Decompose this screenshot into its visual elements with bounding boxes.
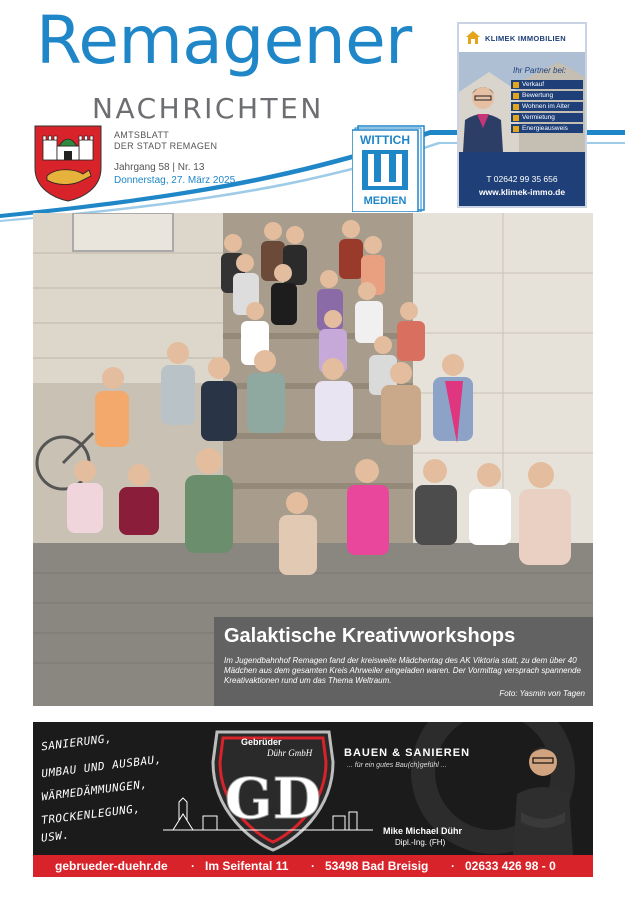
publisher-name-top: WITTICH xyxy=(360,133,410,147)
cover-headline: Galaktische Kreativworkshops xyxy=(224,625,516,647)
wittich-medien-logo xyxy=(352,124,426,212)
newspaper-subtitle: NACHRICHTEN xyxy=(92,92,324,125)
separator-dot: · xyxy=(191,859,195,873)
town-crest-icon xyxy=(33,124,103,202)
duehr-contact-name: Mike Michael Dühr xyxy=(383,826,463,836)
klimek-immobilien-ad[interactable] xyxy=(457,22,587,208)
issue-date: Donnerstag, 27. März 2025 xyxy=(114,175,236,186)
duehr-service-1: SANIERUNG, xyxy=(40,731,113,754)
klimek-service-list xyxy=(511,80,583,135)
duehr-contact-bar xyxy=(33,855,593,877)
separator-dot: · xyxy=(451,859,455,873)
duehr-brand-line1: Gebrüder xyxy=(241,737,282,747)
newspaper-title: Remagener xyxy=(36,2,412,79)
duehr-service-5: USW. xyxy=(40,828,71,845)
duehr-phone: 02633 426 98 - 0 xyxy=(465,859,556,873)
duehr-contact-title: Dipl.-Ing. (FH) xyxy=(395,838,446,847)
duehr-service-3: WÄRMEDÄMMUNGEN, xyxy=(40,777,149,804)
duehr-brand-line2: Dühr GmbH xyxy=(267,748,313,758)
list-item: Wohnen im Alter xyxy=(511,102,583,111)
list-item: Bewertung xyxy=(511,91,583,100)
klimek-website-link[interactable]: www.klimek-immo.de xyxy=(478,187,566,197)
gazette-label xyxy=(114,130,217,152)
duehr-sub-slogan: ... für ein gutes Bau(ch)gefühl ... xyxy=(347,762,447,769)
separator-dot: · xyxy=(311,859,315,873)
publisher-name-bottom: MEDIEN xyxy=(363,195,407,207)
duehr-monogram: GD xyxy=(224,766,322,832)
gazette-label-line1: AMTSBLATT xyxy=(114,130,170,140)
cover-caption xyxy=(214,617,593,706)
duehr-slogan: BAUEN & SANIEREN xyxy=(344,747,471,759)
duehr-city: 53498 Bad Breisig xyxy=(325,859,429,873)
duehr-ad[interactable] xyxy=(33,722,593,877)
klimek-company-name: KLIMEK IMMOBILIEN xyxy=(485,34,566,43)
klimek-tagline: Ihr Partner bei: xyxy=(513,66,566,75)
list-item: Vermietung xyxy=(511,113,583,122)
photo-credit: Foto: Yasmin von Tagen xyxy=(499,689,585,698)
issue-number: Jahrgang 58 | Nr. 13 xyxy=(114,162,205,173)
klimek-phone: T 02642 99 35 656 xyxy=(486,174,558,184)
house-icon xyxy=(465,29,481,45)
cover-photo xyxy=(33,213,593,706)
cover-text: Im Jugendbahnhof Remagen fand der kreisweite Mädchentag des AK Viktoria statt, zu dem über 40 Mädchen aus dem gesamten Kreis Ahrweiler eingeladen waren. Der Vormittag versprach spannende Kreativaktionen rund um das Thema Weltraum. xyxy=(224,656,581,685)
duehr-service-4: TROCKENLEGUNG, xyxy=(40,801,142,828)
duehr-service-2: UMBAU UND AUSBAU, xyxy=(40,752,163,781)
klimek-header xyxy=(459,24,585,52)
gazette-label-line2: DER STADT REMAGEN xyxy=(114,141,218,151)
duehr-website-link[interactable]: gebrueder-duehr.de xyxy=(55,859,168,873)
duehr-street: Im Seifental 11 xyxy=(205,859,289,873)
list-item: Energieausweis xyxy=(511,124,583,133)
list-item: Verkauf xyxy=(511,80,583,89)
